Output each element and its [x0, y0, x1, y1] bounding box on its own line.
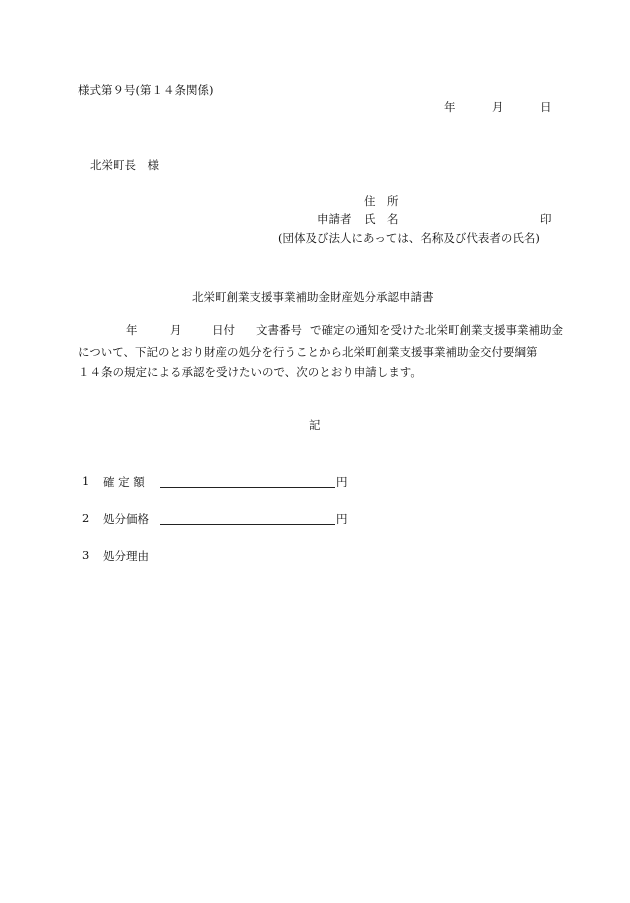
- seal-mark: 印: [540, 212, 552, 226]
- item-unit: 円: [336, 475, 348, 489]
- price-blank-line: [160, 524, 335, 525]
- address-label: 住 所: [364, 194, 399, 208]
- body-doc-number: 文書番号: [256, 323, 302, 337]
- body-year: 年: [126, 323, 138, 337]
- body-day-attached: 日付: [212, 323, 235, 337]
- item-label: 確 定 額: [103, 475, 145, 489]
- addressee: 北栄町長 様: [90, 158, 159, 172]
- item-unit: 円: [336, 512, 348, 526]
- date-month: 月: [492, 100, 504, 114]
- body-line-3: １４条の規定による承認を受けたいので、次のとおり申請します。: [78, 365, 422, 379]
- date-year: 年: [444, 100, 456, 114]
- applicant-label: 申請者: [317, 212, 352, 226]
- ki-heading: 記: [309, 418, 321, 432]
- name-label: 氏 名: [364, 212, 399, 226]
- item-number: 1: [82, 474, 90, 488]
- item-label: 処分理由: [103, 549, 149, 563]
- body-line-2: について、下記のとおり財産の処分を行うことから北栄町創業支援事業補助金交付要綱第: [78, 345, 538, 359]
- item-label: 処分価格: [103, 512, 149, 526]
- amount-blank-line: [160, 487, 335, 488]
- body-line-1-rest: で確定の通知を受けた北栄町創業支援事業補助金: [310, 323, 563, 337]
- item-number: 3: [82, 548, 90, 562]
- date-day: 日: [540, 100, 552, 114]
- document-title: 北栄町創業支援事業補助金財産処分承認申請書: [192, 290, 434, 304]
- form-number: 様式第９号(第１４条関係): [78, 83, 214, 97]
- item-number: 2: [82, 511, 90, 525]
- body-month: 月: [170, 323, 182, 337]
- applicant-note: (団体及び法人にあっては、名称及び代表者の氏名): [278, 231, 540, 245]
